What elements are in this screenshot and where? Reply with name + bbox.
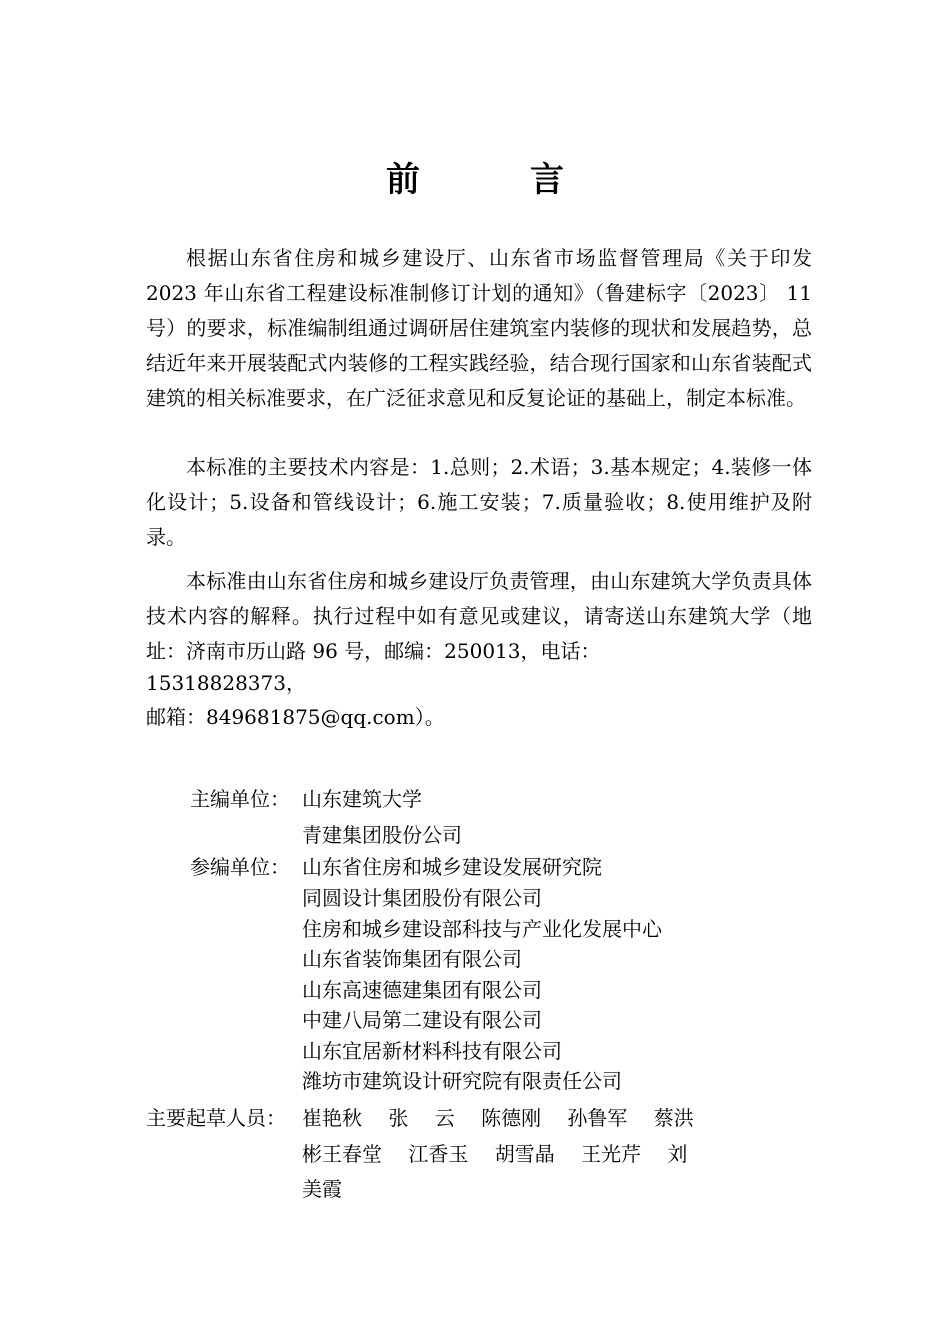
drafters-line: 崔艳秋 张 云 陈德刚 孙鲁军 蔡洪 xyxy=(302,1106,694,1130)
drafters-line: 美霞 xyxy=(302,1177,342,1201)
participating-unit-item: 山东宜居新材料科技有限公司 xyxy=(302,1039,562,1063)
paragraph-text: 本标准的主要技术内容是：1.总则；2.术语；3.基本规定；4.装修一体化设计；5.设备和管线设计；6.施工安装；7.质量验收；8.使用维护及附录。 xyxy=(146,455,812,549)
paragraph-text: 本标准由山东省住房和城乡建设厅负责管理，由山东建筑大学负责具体技术内容的解释。执行过程中如有意见或建议，请寄送山东建筑大学（地址：济南市历山路 96 号，邮编：250013，电话： xyxy=(146,569,812,663)
participating-unit-item: 中建八局第二建设有限公司 xyxy=(302,1008,542,1032)
participating-unit-item: 山东省装饰集团有限公司 xyxy=(302,947,522,971)
body-paragraph-contents xyxy=(146,450,812,555)
participating-unit-item: 山东省住房和城乡建设发展研究院 xyxy=(302,855,602,879)
participating-unit-item: 山东高速德建集团有限公司 xyxy=(302,978,542,1002)
paragraph-text: 根据山东省住房和城乡建设厅、山东省市场监督管理局《关于印发 2023 年山东省工程建设标准制修订计划的通知》（鲁建标字〔2023〕 11 号）的要求，标准编制组通过调研居住建筑室内装修的现状和发展趋势，总结近年来开展装配式内装修的工程实践经验，结合现行国家和山东省装配式建筑的相关标准要求，在广泛征求意见和反复论证的基础上，制定本标准。 xyxy=(146,246,812,410)
chief-unit-item: 青建集团股份公司 xyxy=(302,823,462,847)
participating-unit-item: 住房和城乡建设部科技与产业化发展中心 xyxy=(302,917,662,941)
phone-line: 15318828373， xyxy=(146,671,306,695)
email-line: 邮箱：849681875@qq.com）。 xyxy=(146,705,445,729)
participating-unit-item: 同圆设计集团股份有限公司 xyxy=(302,886,542,910)
page-title: 前 言 xyxy=(386,160,602,200)
participating-units-label: 参编单位： xyxy=(190,855,290,879)
drafters-line: 彬王春堂 江香玉 胡雪晶 王光芹 刘 xyxy=(302,1142,688,1166)
chief-unit-item: 山东建筑大学 xyxy=(302,787,422,811)
body-paragraph-management xyxy=(146,564,812,669)
participating-unit-item: 潍坊市建筑设计研究院有限责任公司 xyxy=(302,1069,622,1093)
drafters-label: 主要起草人员： xyxy=(146,1106,286,1130)
chief-units-label: 主编单位： xyxy=(190,787,290,811)
body-paragraph-basis xyxy=(146,241,812,416)
